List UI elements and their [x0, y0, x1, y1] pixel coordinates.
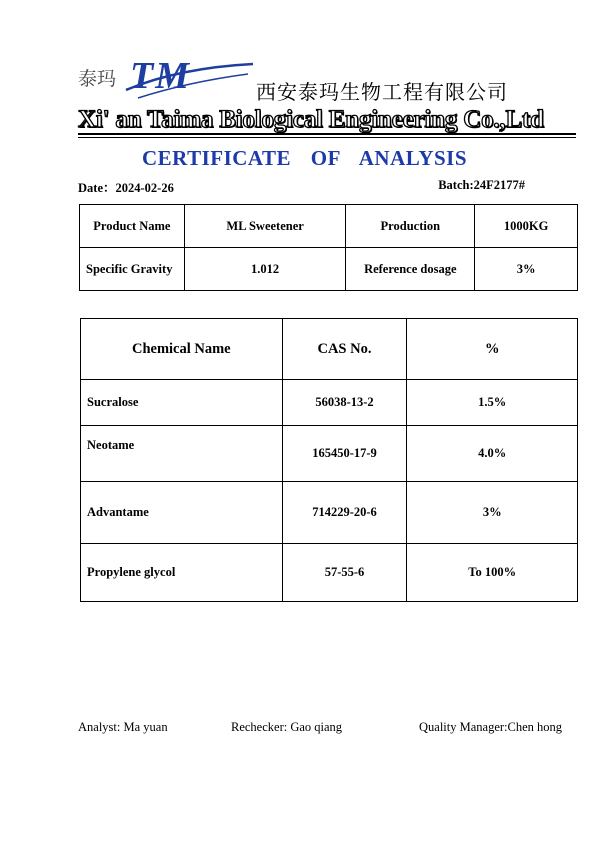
chemical-name-cell: Propylene glycol — [81, 544, 283, 602]
company-logo — [78, 55, 258, 106]
percent-cell: To 100% — [407, 544, 578, 602]
table-row — [81, 544, 578, 602]
percent-cell: 1.5% — [407, 380, 578, 426]
product-name-value: ML Sweetener — [184, 205, 346, 248]
specific-gravity-value: 1.012 — [184, 248, 346, 291]
company-name-english: Xi' an Taima Biological Engineering Co.,Ltd — [78, 106, 544, 133]
column-header-cas-no: CAS No. — [282, 319, 407, 380]
chemical-name-cell: Sucralose — [81, 380, 283, 426]
table-row — [81, 380, 578, 426]
header-rule-top — [78, 133, 576, 135]
analyst-signature: Analyst: Ma yuan — [78, 720, 168, 734]
product-info-table — [79, 204, 578, 291]
reference-dosage-value: 3% — [475, 248, 578, 291]
chemical-name-cell: Advantame — [81, 482, 283, 544]
document-title: CERTIFICATE OF ANALYSIS — [141, 146, 468, 170]
cas-number-cell: 56038-13-2 — [282, 380, 407, 426]
rechecker-signature: Rechecker: Gao qiang — [231, 720, 343, 734]
product-name-label: Product Name — [80, 205, 185, 248]
cas-number-cell: 57-55-6 — [282, 544, 407, 602]
logo-mark: TM — [130, 55, 191, 97]
column-header-percent: % — [407, 319, 578, 380]
company-name-chinese: 西安泰玛生物工程有限公司 — [256, 80, 508, 104]
quality-manager-signature: Quality Manager:Chen hong — [419, 720, 563, 734]
column-header-chemical-name: Chemical Name — [81, 319, 283, 380]
cas-number-cell: 714229-20-6 — [282, 482, 407, 544]
percent-cell: 4.0% — [407, 426, 578, 482]
table-header-row — [81, 319, 578, 380]
table-row — [80, 248, 578, 291]
cas-number-cell: 165450-17-9 — [282, 426, 407, 482]
header-rule-bottom — [78, 137, 576, 138]
production-value: 1000KG — [475, 205, 578, 248]
batch-number: Batch:24F2177# — [438, 178, 525, 192]
table-row — [80, 205, 578, 248]
logo-chinese-text: 泰玛 — [78, 68, 117, 90]
composition-table — [80, 318, 578, 602]
specific-gravity-label: Specific Gravity — [80, 248, 185, 291]
reference-dosage-label: Reference dosage — [346, 248, 475, 291]
production-label: Production — [346, 205, 475, 248]
chemical-name-cell: Neotame — [81, 426, 283, 482]
percent-cell: 3% — [407, 482, 578, 544]
table-row — [81, 482, 578, 544]
issue-date: Date：2024-02-26 — [78, 181, 174, 195]
table-row — [81, 426, 578, 482]
